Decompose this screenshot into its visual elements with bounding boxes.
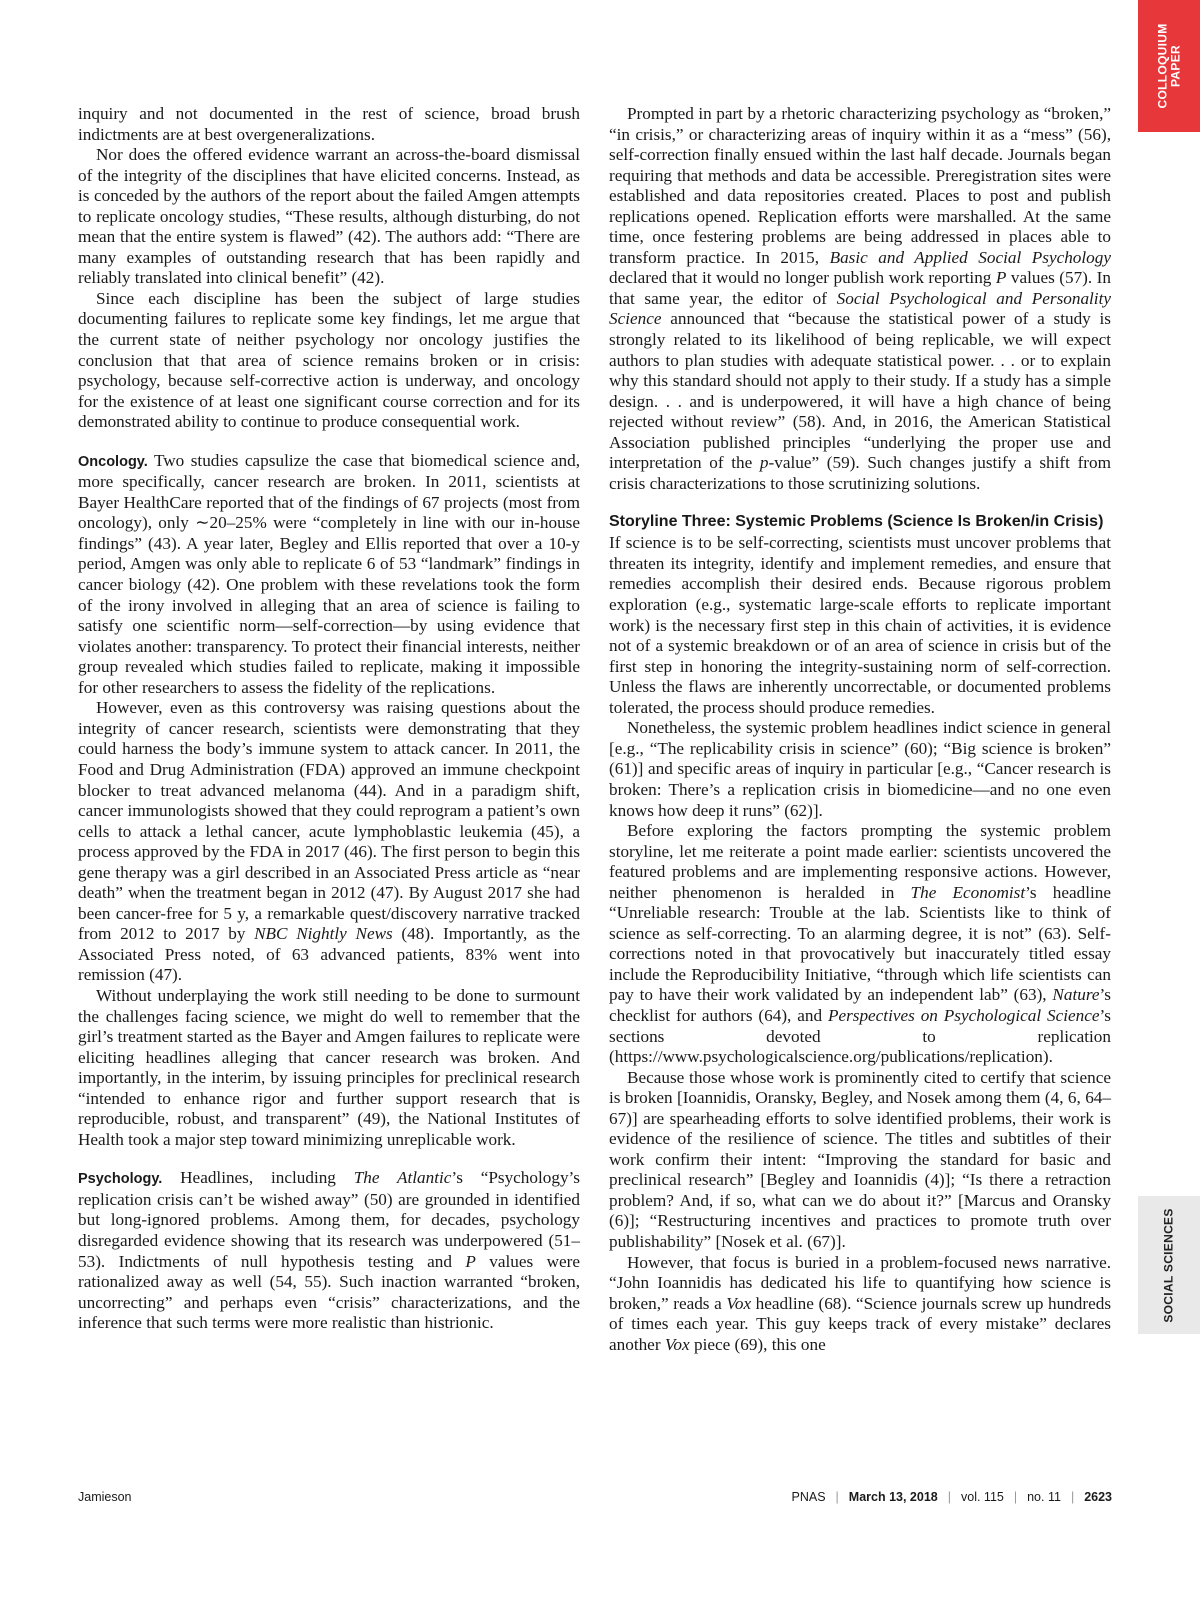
left-paragraph-6: Without underplaying the work still needing to be done to surmount the challenges facing science, we might do well to remember that the girl’s treatment started as the Bayer and Amgen failures to replicate were eliciting headlines alleging that cancer research was broken. And importantly, in the interim, by issuing principles for preclinical research “intended to enhance rigor and further support research that is reproducible, robust, and transparent” (49), the National Institutes of Health took a major step toward minimizing unreplicable work. [78, 985, 580, 1149]
footer-author: Jamieson [78, 1490, 132, 1504]
italic-symbol: P [995, 268, 1007, 288]
right-paragraph-6 [609, 1253, 1111, 1356]
italic-title: Vox [726, 1293, 752, 1313]
text-run: ’s sections devoted to replication (https://www.psychologicalscience.org/publications/replication). [609, 1005, 1111, 1067]
footer-separator: | [947, 1490, 951, 1504]
text-run: declared that it would no longer publish work reporting [609, 268, 996, 288]
italic-title: Vox [664, 1334, 690, 1354]
italic-symbol: P [465, 1251, 476, 1271]
footer-citation [792, 1490, 1113, 1504]
text-run: -value” (59). Such changes justify a shift from crisis characterizations to those scrutinizing solutions. [609, 453, 1111, 493]
text-run: piece (69), this one [689, 1334, 826, 1354]
footer-issue: no. 11 [1027, 1490, 1061, 1504]
oncology-paragraph [78, 451, 580, 699]
text-run: Before exploring the factors prompting the systemic problem storyline, let me reiterate a point made earlier: scientists uncovered the featured problems and are implementing responsive actions. However, neither phenomenon is heralded in [609, 821, 1111, 902]
footer-separator: | [1013, 1490, 1018, 1504]
psychology-paragraph [78, 1168, 580, 1333]
italic-symbol: p [759, 453, 769, 473]
right-paragraph-3: Nonetheless, the systemic problem headlines indict science in general [e.g., “The replicability crisis in science” (60); “Big science is broken” (61)] and specific areas of inquiry in particular [e.g., “Cancer research is broken: There’s a replication crisis in biomedicine—and no one even knows how deep it runs” (62)]. [609, 718, 1111, 820]
right-paragraph-5: Because those whose work is prominently cited to certify that science is broken [Ioannidis, Oransky, Begley, and Nosek among them (4, 6, 64–67)] are spearheading efforts to solve identified problems, their work is evidence of the resilience of science. The titles and subtitles of their work confirm their intent: “Improving the standard for basic and preclinical research” [Begley and Ioannidis (4)]; “Is there a retraction problem? And, if so, what can we do about it?” [Marcus and Oransky (6)]; “Restructuring incentives and practices to promote truth over publishability” [Nosek et al. (67)]. [609, 1067, 1111, 1251]
left-paragraph-1: inquiry and not documented in the rest of science, broad brush indictments are at best overgeneralizations. [78, 104, 580, 144]
text-run: Headlines, including [162, 1168, 354, 1188]
text-run: However, even as this controversy was raising questions about the integrity of cancer research, scientists were demonstrating that they could harness the body’s immune system to attack cancer. In 2011, the Food and Drug Administration (FDA) approved an immune checkpoint blocker to treat advanced melanoma (44). And in a paradigm shift, cancer immunologists showed that they could reprogram a patient’s own cells to attack a lethal cancer, acute lymphoblastic leukemia (45), a process approved by the FDA in 2017 (46). The first person to begin this gene therapy was a girl described in an Associated Press article as “near death” when the treatment began in 2012 (47). By August 2017 she had been cancer-free for 5 y, a remarkable quest/discovery narrative tracked from 2012 to 2017 by [78, 698, 580, 944]
section-heading: Storyline Three: Systemic Problems (Science Is Broken/in Crisis) [609, 513, 1104, 531]
italic-title: Perspectives on Psychological Science [827, 1005, 1100, 1025]
text-run: values (57). In that same year, the editor of [609, 268, 1111, 308]
text-run: However, that focus is buried in a problem-focused news narrative. “John Ioannidis has dedicated his life to quantifying how science is broken,” reads a [609, 1252, 1111, 1313]
section-tab [1138, 1196, 1200, 1334]
footer-separator: | [835, 1490, 839, 1504]
oncology-text: Two studies capsulize the case that biomedical science and, more specifically, cancer research are broken. In 2011, scientists at Bayer HealthCare reported that of the findings of 67 projects (most from oncology), only ∼20–25% were “completely in line with our in-house findings” (43). A year later, Begley and Ellis reported that over a 10-y period, Amgen was only able to replicate 6 of 53 “landmark” findings in cancer biology (42). One problem with these revelations took the form of the irony involved in alleging that an area of science is failing to satisfy one scientific norm—self-correction—by using evidence that violates another: transparency. To protect their financial interests, neither group revealed which studies failed to replicate, making it impossible for other researchers to assess the fidelity of the replications. [78, 450, 580, 697]
italic-title: NBC Nightly News [254, 924, 393, 944]
footer-page-number: 2623 [1084, 1490, 1112, 1504]
left-column [78, 104, 580, 1334]
left-paragraph-5 [78, 698, 580, 986]
page-footer [78, 1490, 1112, 1504]
text-run: announced that “because the statistical power of a study is strongly related to its likelihood of being replicable, we will expect authors to plan studies with adequate statistical power. . . or to explain why this standard should not apply to their study. If a study has a simple design. . . and is underpowered, it will have a high chance of being rejected without review” (58). And, in 2016, the American Statistical Association published principles “underlying the proper use and interpretation of the [609, 309, 1111, 473]
footer-journal: PNAS [791, 1490, 826, 1504]
right-column [609, 104, 1111, 1355]
tab-paper-label: PAPER [1168, 45, 1182, 87]
italic-title: The Atlantic [353, 1168, 452, 1188]
italic-title: Social Psychological and Personality Science [609, 288, 1111, 329]
italic-title: Nature [1052, 985, 1100, 1005]
left-paragraph-3: Since each discipline has been the subject of large studies documenting failures to replicate some key findings, let me argue that the current state of neither psychology nor oncology justifies the conclusion that that area of science remains broken or in crisis: psychology, because self-corrective action is underway, and oncology for the existence of at least one significant course correction and for its demonstrated ability to continue to produce consequential work. [78, 288, 580, 432]
tab-colloquium-label: COLLOQUIUM [1155, 23, 1169, 109]
text-run: (48). Importantly, as the Associated Press noted, of 63 advanced patients, 83% went into remission (47). [78, 924, 581, 985]
right-paragraph-1 [609, 104, 1111, 494]
right-paragraph-4 [609, 821, 1111, 1068]
text-run: Prompted in part by a rhetoric characterizing psychology as “broken,” “in crisis,” or characterizing areas of inquiry within it as a “mess” (56), self-correction finally ensued within the last half decade. Journals began requiring that methods and data be accessible. Preregistration sites were established and data repositories created. Places to post and publish replications opened. Replication efforts were marshalled. At the same time, once festering problems are being addressed in places able to transform practice. In 2015, [609, 104, 1111, 267]
footer-date: March 13, 2018 [848, 1490, 938, 1504]
section-tab-label: SOCIAL SCIENCES [1161, 1207, 1176, 1323]
psychology-heading: Psychology. [78, 1171, 163, 1188]
italic-title: Basic and Applied Social Psychology [829, 247, 1111, 267]
oncology-heading: Oncology. [78, 453, 148, 470]
right-paragraph-2: If science is to be self-correcting, scientists must uncover problems that threaten its integrity, identify and implement remedies, and ensure that remedies accomplish their desired ends. Because rigorous problem exploration (e.g., systematic large-scale efforts to replicate important work) is the necessary first step in this chain of activities, it is evidence not of a systemic breakdown or of an area of science in crisis but of the first step in honoring the integrity-sustaining norm of self-correction. Unless the flaws are inherently uncorrectable, or documented problems tolerated, the process should produce remedies. [609, 533, 1111, 717]
left-paragraph-2: Nor does the offered evidence warrant an across-the-board dismissal of the integrity of the disciplines that have elicited concerns. Instead, as is conceded by the authors of the report about the failed Amgen attempts to replicate oncology studies, “These results, although disturbing, do not mean that the entire system is flawed” (42). The authors add: “There are many examples of outstanding research that has been rapidly and reliably translated into clinical benefit” (42). [78, 145, 580, 288]
text-run: headline (68). “Science journals screw up hundreds of times each year. This guy keeps track of every mistake” declares another [609, 1293, 1112, 1354]
footer-volume: vol. 115 [961, 1490, 1004, 1504]
text-run: ’s “Psychology’s replication crisis can’t be wished away” (50) are grounded in identified but long-ignored problems. Among them, for decades, psychology disregarded evidence showing that its research was underpowered (51–53). Indictments of null hypothesis testing and [78, 1168, 580, 1271]
footer-separator: | [1070, 1490, 1075, 1504]
colloquium-paper-tab [1138, 0, 1200, 132]
text-run: ’s headline “Unreliable research: Trouble at the lab. Scientists like to think of science as self-correcting. To an alarming degree, it is not” (63). Self-corrections noted in that provocatively but inaccurately titled essay include the Reproducibility Initiative, “through which life scientists can pay to have their work validated by an independent lab” (63), [609, 882, 1111, 1005]
text-run: values were rationalized away as well (54, 55). Such inaction warranted “broken, uncorrecting” and perhaps even “crisis” characterizations, and the inference that such terms were more realistic than histrionic. [78, 1251, 580, 1333]
text-run: ’s checklist for authors (64), and [609, 985, 1111, 1025]
italic-title: The Economist [910, 882, 1026, 902]
